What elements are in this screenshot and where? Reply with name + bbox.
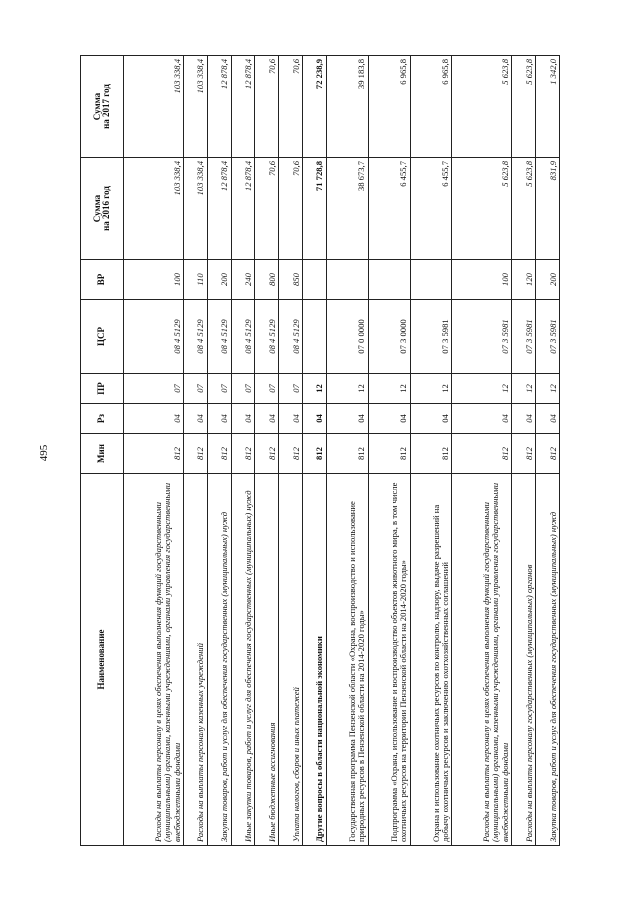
row-min: 812 bbox=[326, 434, 368, 474]
row-pr: 07 bbox=[255, 374, 279, 404]
row-csr: 08 4 5129 bbox=[279, 300, 303, 374]
row-min: 812 bbox=[452, 434, 512, 474]
row-vr: 100 bbox=[124, 260, 184, 300]
row-vr bbox=[368, 260, 410, 300]
row-min: 812 bbox=[124, 434, 184, 474]
row-name: Закупка товаров, работ и услуг для обеспечения государственных (муниципальных) нужд bbox=[207, 474, 231, 846]
row-rz: 04 bbox=[183, 404, 207, 434]
header-csr: ЦСР bbox=[81, 300, 124, 374]
row-vr: 200 bbox=[536, 260, 560, 300]
row-sum-2017: 5 623,8 bbox=[452, 56, 512, 158]
row-csr: 08 4 5129 bbox=[124, 300, 184, 374]
table-row bbox=[183, 56, 207, 846]
header-name: Наименование bbox=[81, 474, 124, 846]
row-rz: 04 bbox=[255, 404, 279, 434]
budget-table bbox=[80, 55, 560, 846]
row-rz: 04 bbox=[512, 404, 536, 434]
row-sum-2016: 831,9 bbox=[536, 158, 560, 260]
row-pr: 07 bbox=[207, 374, 231, 404]
row-min: 812 bbox=[302, 434, 326, 474]
row-sum-2016: 103 338,4 bbox=[183, 158, 207, 260]
row-sum-2016: 6 455,7 bbox=[368, 158, 410, 260]
row-sum-2017: 70,6 bbox=[279, 56, 303, 158]
table-row bbox=[368, 56, 410, 846]
row-min: 812 bbox=[410, 434, 452, 474]
header-row bbox=[81, 56, 124, 846]
row-rz: 04 bbox=[368, 404, 410, 434]
row-sum-2017: 6 965,8 bbox=[368, 56, 410, 158]
table-row bbox=[326, 56, 368, 846]
header-pr: ПР bbox=[81, 374, 124, 404]
row-name: Закупка товаров, работ и услуг для обеспечения государственных (муниципальных) нужд bbox=[536, 474, 560, 846]
header-min: Мин bbox=[81, 434, 124, 474]
row-sum-2016: 5 623,8 bbox=[512, 158, 536, 260]
table-row bbox=[124, 56, 184, 846]
row-name: Уплата налогов, сборов и иных платежей bbox=[279, 474, 303, 846]
row-vr: 800 bbox=[255, 260, 279, 300]
row-name: Иные закупки товаров, работ и услуг для обеспечения государственных (муниципальных) нужд bbox=[231, 474, 255, 846]
header-sum-2017 bbox=[81, 56, 124, 158]
row-pr: 12 bbox=[326, 374, 368, 404]
table-area bbox=[80, 56, 560, 846]
row-csr: 07 3 5981 bbox=[536, 300, 560, 374]
row-vr: 120 bbox=[512, 260, 536, 300]
table-row bbox=[279, 56, 303, 846]
row-sum-2017: 103 338,4 bbox=[124, 56, 184, 158]
row-csr bbox=[302, 300, 326, 374]
row-sum-2017: 72 238,9 bbox=[302, 56, 326, 158]
row-sum-2016: 71 728,8 bbox=[302, 158, 326, 260]
row-sum-2017: 39 183,8 bbox=[326, 56, 368, 158]
table-row bbox=[536, 56, 560, 846]
row-pr: 07 bbox=[124, 374, 184, 404]
row-vr: 100 bbox=[452, 260, 512, 300]
row-csr: 08 4 5129 bbox=[255, 300, 279, 374]
row-vr bbox=[302, 260, 326, 300]
row-name: Подпрограмма «Охрана, использование и воспроизводство объектов животного мира, в том числе охотничьих ресурсов на территории Пензенской области на 2014-2020 годы» bbox=[368, 474, 410, 846]
row-name: Государственная программа Пензенской области «Охрана, воспроизводство и использование природных ресурсов в Пензенской области на 2014-2020 годы» bbox=[326, 474, 368, 846]
table-row bbox=[207, 56, 231, 846]
row-rz: 04 bbox=[207, 404, 231, 434]
row-sum-2016: 12 878,4 bbox=[231, 158, 255, 260]
row-sum-2017: 6 965,8 bbox=[410, 56, 452, 158]
row-min: 812 bbox=[255, 434, 279, 474]
row-vr: 200 bbox=[207, 260, 231, 300]
row-min: 812 bbox=[536, 434, 560, 474]
row-csr: 07 3 5981 bbox=[512, 300, 536, 374]
row-vr: 110 bbox=[183, 260, 207, 300]
header-sum-2016-line1: Сумма bbox=[91, 194, 102, 223]
row-rz: 04 bbox=[279, 404, 303, 434]
row-rz: 04 bbox=[231, 404, 255, 434]
row-csr: 08 4 5129 bbox=[207, 300, 231, 374]
row-name: Охрана и использование охотничьих ресурсов по контролю, надзору, выдаче разрешений на добычу охотничьих ресурсов и заключению охотхозяйственных соглашений bbox=[410, 474, 452, 846]
table-row bbox=[231, 56, 255, 846]
row-sum-2017: 1 342,0 bbox=[536, 56, 560, 158]
row-name: Другие вопросы в области национальной экономики bbox=[302, 474, 326, 846]
row-sum-2017: 12 878,4 bbox=[231, 56, 255, 158]
row-rz: 04 bbox=[536, 404, 560, 434]
header-rz: Рз bbox=[81, 404, 124, 434]
row-vr: 240 bbox=[231, 260, 255, 300]
row-min: 812 bbox=[231, 434, 255, 474]
row-min: 812 bbox=[279, 434, 303, 474]
row-min: 812 bbox=[183, 434, 207, 474]
row-pr: 12 bbox=[410, 374, 452, 404]
row-sum-2016: 5 623,8 bbox=[452, 158, 512, 260]
header-sum-2016-line2: на 2016 год bbox=[101, 186, 111, 231]
row-pr: 12 bbox=[452, 374, 512, 404]
row-sum-2016: 103 338,4 bbox=[124, 158, 184, 260]
row-csr: 07 0 0000 bbox=[326, 300, 368, 374]
row-sum-2017: 70,6 bbox=[255, 56, 279, 158]
row-vr bbox=[410, 260, 452, 300]
header-vr: ВР bbox=[81, 260, 124, 300]
row-vr bbox=[326, 260, 368, 300]
table-row bbox=[302, 56, 326, 846]
row-csr: 07 3 0000 bbox=[368, 300, 410, 374]
page-number: 495 bbox=[38, 444, 50, 462]
row-csr: 08 4 5129 bbox=[231, 300, 255, 374]
row-min: 812 bbox=[368, 434, 410, 474]
table-row bbox=[255, 56, 279, 846]
row-pr: 07 bbox=[279, 374, 303, 404]
row-min: 812 bbox=[512, 434, 536, 474]
row-vr: 850 bbox=[279, 260, 303, 300]
row-sum-2017: 103 338,4 bbox=[183, 56, 207, 158]
row-rz: 04 bbox=[410, 404, 452, 434]
row-pr: 12 bbox=[302, 374, 326, 404]
row-min: 812 bbox=[207, 434, 231, 474]
row-csr: 07 3 5981 bbox=[452, 300, 512, 374]
row-pr: 07 bbox=[183, 374, 207, 404]
row-rz: 04 bbox=[326, 404, 368, 434]
row-pr: 12 bbox=[512, 374, 536, 404]
table-row bbox=[410, 56, 452, 846]
row-csr: 07 3 5981 bbox=[410, 300, 452, 374]
header-sum-2017-line2: на 2017 год bbox=[101, 84, 111, 129]
row-sum-2016: 70,6 bbox=[279, 158, 303, 260]
row-sum-2017: 5 623,8 bbox=[512, 56, 536, 158]
row-name: Иные бюджетные ассигнования bbox=[255, 474, 279, 846]
rotated-table-wrapper bbox=[80, 56, 560, 846]
row-name: Расходы на выплаты персоналу в целях обеспечения выполнения функций государственными (муниципальными) органами, казенными учреждениями, органами управления государственными внебюджетными фондами bbox=[124, 474, 184, 846]
row-rz: 04 bbox=[452, 404, 512, 434]
header-sum-2017-line1: Сумма bbox=[91, 92, 102, 121]
table-row bbox=[452, 56, 512, 846]
row-name: Расходы на выплаты персоналу казенных учреждений bbox=[183, 474, 207, 846]
row-name: Расходы на выплаты персоналу государственных (муниципальных) органов bbox=[512, 474, 536, 846]
row-sum-2016: 70,6 bbox=[255, 158, 279, 260]
row-sum-2017: 12 878,4 bbox=[207, 56, 231, 158]
row-sum-2016: 12 878,4 bbox=[207, 158, 231, 260]
row-pr: 07 bbox=[231, 374, 255, 404]
row-csr: 08 4 5129 bbox=[183, 300, 207, 374]
row-rz: 04 bbox=[302, 404, 326, 434]
row-sum-2016: 38 673,7 bbox=[326, 158, 368, 260]
table-row bbox=[512, 56, 536, 846]
row-sum-2016: 6 455,7 bbox=[410, 158, 452, 260]
row-pr: 12 bbox=[536, 374, 560, 404]
row-pr: 12 bbox=[368, 374, 410, 404]
row-name: Расходы на выплаты персоналу в целях обеспечения выполнения функций государственными (муниципальными) органами, казенными учреждениями, органами управления государственными внебюджетными фондами bbox=[452, 474, 512, 846]
header-sum-2016 bbox=[81, 158, 124, 260]
row-rz: 04 bbox=[124, 404, 184, 434]
